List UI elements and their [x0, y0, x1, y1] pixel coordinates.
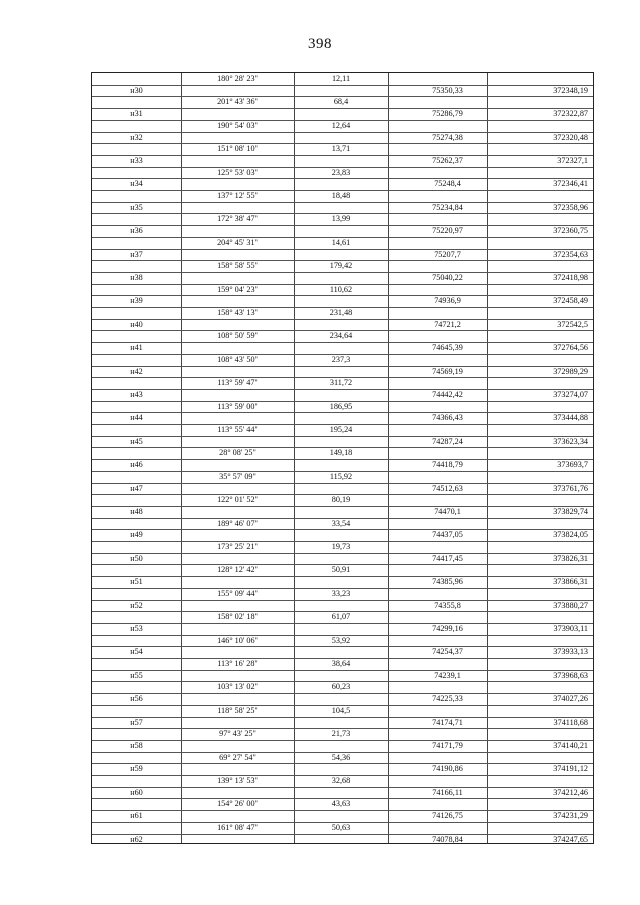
- coordinate-y: 372418,98: [553, 272, 588, 282]
- segment-length: 12,64: [331, 120, 351, 130]
- coordinate-x: 74299,16: [432, 623, 463, 633]
- point-name: н45: [130, 436, 143, 446]
- coordinate-x: 75234,84: [432, 202, 463, 212]
- segment-length: 14,61: [331, 237, 351, 247]
- coordinate-y: 372348,19: [553, 85, 588, 95]
- segment-length: 195,24: [329, 425, 353, 434]
- coordinate-x: 74418,79: [432, 460, 463, 470]
- direction-angle: 69° 27' 54": [219, 752, 256, 762]
- coordinate-x: 74442,42: [432, 389, 463, 399]
- direction-angle: 189° 46' 07": [217, 518, 258, 528]
- point-name: н35: [130, 202, 143, 212]
- segment-length: 19,73: [331, 542, 351, 551]
- direction-angle: 151° 08' 10": [217, 144, 258, 154]
- point-name: н51: [130, 577, 143, 587]
- segment-length: 231,48: [329, 308, 353, 317]
- coordinate-x: 74936,9: [434, 296, 461, 306]
- direction-angle: 155° 09' 44": [217, 588, 258, 598]
- direction-angle: 158° 02' 18": [217, 612, 258, 622]
- coordinate-x: 74721,2: [434, 319, 461, 329]
- direction-angle: 108° 43' 50": [217, 354, 258, 364]
- coordinate-x: 74569,19: [432, 366, 463, 376]
- point-name: н32: [130, 132, 143, 142]
- segment-length: 33,54: [331, 518, 351, 528]
- point-name: н47: [130, 483, 143, 493]
- segment-length: 237,3: [331, 354, 351, 364]
- coordinate-y: 374140,21: [553, 740, 588, 750]
- coordinate-y: 372542,5: [557, 319, 588, 329]
- coordinate-x: 75274,38: [432, 132, 463, 142]
- point-name: н53: [130, 623, 143, 633]
- segment-length: 149,18: [329, 448, 353, 458]
- segment-length: 110,62: [329, 284, 353, 294]
- coordinate-x: 74437,05: [432, 530, 463, 540]
- direction-angle: 97° 43' 25": [219, 729, 256, 739]
- direction-angle: 128° 12' 42": [217, 565, 258, 575]
- segment-length: 186,95: [329, 401, 353, 411]
- direction-angle: 125° 53' 03": [217, 167, 258, 177]
- point-name: н60: [130, 787, 143, 797]
- coordinate-y: 373968,63: [553, 670, 588, 680]
- point-name: н40: [130, 319, 143, 329]
- coordinate-y: 373693,7: [557, 460, 588, 470]
- coordinate-y: 372764,56: [553, 343, 588, 353]
- segment-length: 50,91: [331, 565, 351, 575]
- coordinate-y: 374191,12: [553, 764, 588, 774]
- coordinate-x: 74645,39: [432, 343, 463, 353]
- point-name: н42: [130, 366, 143, 376]
- segment-length: 80,19: [331, 495, 351, 505]
- direction-angle: 146° 10' 06": [217, 635, 258, 645]
- direction-angle: 139° 13' 53": [217, 776, 258, 785]
- coordinate-y: 372358,96: [553, 202, 588, 212]
- point-name: н48: [130, 506, 143, 516]
- segment-length: 21,73: [331, 729, 351, 739]
- direction-angle: 113° 59' 00": [217, 401, 258, 411]
- coordinate-y: 373829,74: [553, 506, 588, 516]
- coordinate-x: 75220,97: [432, 226, 463, 236]
- direction-angle: 201° 43' 36": [217, 97, 258, 107]
- segment-length: 32,68: [331, 776, 351, 785]
- coordinate-x: 74078,84: [432, 834, 463, 844]
- direction-angle: 158° 43' 13": [217, 308, 258, 317]
- coordinate-y: 374118,68: [553, 717, 588, 727]
- direction-angle: 113° 59' 47": [217, 378, 258, 388]
- direction-angle: 108° 50' 59": [217, 331, 258, 341]
- direction-angle: 180° 28' 23": [217, 74, 258, 83]
- direction-angle: 118° 58' 25": [217, 705, 258, 715]
- coordinate-x: 74225,33: [432, 694, 463, 704]
- coordinate-x: 75286,79: [432, 109, 463, 119]
- point-name: н59: [130, 764, 143, 774]
- coordinate-y: 374212,46: [553, 787, 588, 797]
- direction-angle: 190° 54' 03": [217, 120, 258, 130]
- point-name: н54: [130, 647, 143, 657]
- coordinate-y: 373274,07: [553, 389, 588, 399]
- coordinate-y: 373826,31: [553, 553, 588, 563]
- point-name: н34: [130, 179, 143, 189]
- coordinate-y: 372458,49: [553, 296, 588, 306]
- point-name: н39: [130, 296, 143, 306]
- direction-angle: 113° 16' 28": [217, 659, 258, 668]
- point-name: н36: [130, 226, 143, 236]
- point-name: н61: [130, 811, 143, 821]
- point-name: н52: [130, 600, 143, 610]
- point-name: н43: [130, 389, 143, 399]
- direction-angle: 35° 57' 09": [219, 471, 256, 481]
- segment-length: 234,64: [329, 331, 353, 341]
- point-name: н46: [130, 460, 143, 470]
- segment-length: 12,11: [331, 74, 351, 83]
- direction-angle: 158° 58' 55": [217, 261, 258, 271]
- direction-angle: 154° 26' 00": [217, 799, 258, 809]
- coordinate-x: 74355,8: [434, 600, 461, 610]
- direction-angle: 172° 38' 47": [217, 214, 258, 224]
- point-name: н56: [130, 694, 143, 704]
- coordinate-y: 372320,48: [553, 132, 588, 142]
- direction-angle: 161° 08' 47": [217, 822, 258, 832]
- direction-angle: 122° 01' 52": [217, 495, 258, 505]
- coordinate-x: 74512,63: [432, 483, 463, 493]
- coordinate-y: 373866,31: [553, 577, 588, 587]
- coordinate-x: 75248,4: [434, 179, 461, 189]
- coordinate-x: 75262,37: [432, 155, 463, 165]
- coordinate-y: 373933,13: [553, 647, 588, 657]
- segment-length: 115,92: [329, 471, 353, 481]
- point-name: н49: [130, 530, 143, 540]
- segment-length: 68,4: [333, 97, 349, 107]
- coordinate-x: 74470,1: [434, 506, 461, 516]
- coordinate-x: 74171,79: [432, 740, 463, 750]
- point-name: н41: [130, 343, 143, 353]
- coordinate-x: 74126,75: [432, 811, 463, 821]
- point-name: н44: [130, 413, 143, 423]
- point-name: н57: [130, 717, 143, 727]
- coordinate-y: 374027,26: [553, 694, 588, 704]
- segment-length: 23,83: [331, 167, 351, 177]
- coordinate-x: 74417,45: [432, 553, 463, 563]
- coordinate-y: 372360,75: [553, 226, 588, 236]
- segment-length: 43,63: [331, 799, 351, 809]
- point-name: н62: [130, 834, 143, 844]
- segment-length: 60,23: [331, 682, 351, 692]
- segment-length: 50,63: [331, 822, 351, 832]
- segment-length: 33,23: [331, 588, 351, 598]
- point-name: н55: [130, 670, 143, 680]
- point-name: н50: [130, 553, 143, 563]
- coordinate-x: 74174,71: [432, 717, 463, 727]
- coordinate-y: 373903,11: [553, 623, 588, 633]
- segment-length: 54,36: [331, 752, 351, 762]
- point-name: н58: [130, 740, 143, 750]
- segment-length: 13,99: [331, 214, 351, 224]
- coordinates-table: [91, 72, 594, 844]
- coordinate-y: 373824,05: [553, 530, 588, 540]
- coordinate-x: 75040,22: [432, 272, 463, 282]
- coordinate-y: 372989,29: [553, 366, 588, 376]
- coordinate-y: 373880,27: [553, 600, 588, 610]
- segment-length: 53,92: [331, 635, 351, 645]
- coordinate-x: 74254,37: [432, 647, 463, 657]
- direction-angle: 159° 04' 23": [217, 284, 258, 294]
- direction-angle: 137° 12' 55": [217, 191, 258, 200]
- point-name: н37: [130, 249, 143, 259]
- coordinate-y: 372346,41: [553, 179, 588, 189]
- coordinate-y: 372322,87: [553, 109, 588, 119]
- direction-angle: 28° 08' 25": [219, 448, 256, 458]
- coordinate-x: 75207,7: [434, 249, 461, 259]
- coordinate-y: 374231,29: [553, 811, 588, 821]
- segment-length: 179,42: [329, 261, 353, 271]
- point-name: н31: [130, 109, 143, 119]
- segment-length: 38,64: [331, 659, 351, 668]
- segment-length: 18,48: [331, 191, 351, 200]
- point-name: н33: [130, 155, 143, 165]
- segment-length: 311,72: [329, 378, 353, 388]
- coordinate-y: 374247,65: [553, 834, 588, 844]
- coordinate-x: 74239,1: [434, 670, 461, 680]
- coordinate-x: 74287,24: [432, 436, 463, 446]
- point-name: н30: [130, 85, 143, 95]
- coordinate-x: 74385,96: [432, 577, 463, 587]
- coordinate-x: 74190,86: [432, 764, 463, 774]
- coordinate-y: 373623,34: [553, 436, 588, 446]
- direction-angle: 204° 45' 31": [217, 237, 258, 247]
- segment-length: 13,71: [331, 144, 351, 154]
- coordinate-y: 373761,76: [553, 483, 588, 493]
- coordinate-x: 74166,11: [432, 787, 463, 797]
- coordinate-x: 75350,33: [432, 85, 463, 95]
- coordinate-x: 74366,43: [432, 413, 463, 423]
- point-name: н38: [130, 272, 143, 282]
- direction-angle: 103° 13' 02": [217, 682, 258, 692]
- segment-length: 61,07: [331, 612, 351, 622]
- segment-length: 104,5: [331, 705, 351, 715]
- direction-angle: 113° 55' 44": [217, 425, 258, 434]
- coordinate-y: 373444,88: [553, 413, 588, 423]
- page-number: 398: [308, 36, 332, 52]
- coordinate-y: 372354,63: [553, 249, 588, 259]
- coordinate-y: 372327,1: [557, 155, 588, 165]
- direction-angle: 173° 25' 21": [217, 542, 258, 551]
